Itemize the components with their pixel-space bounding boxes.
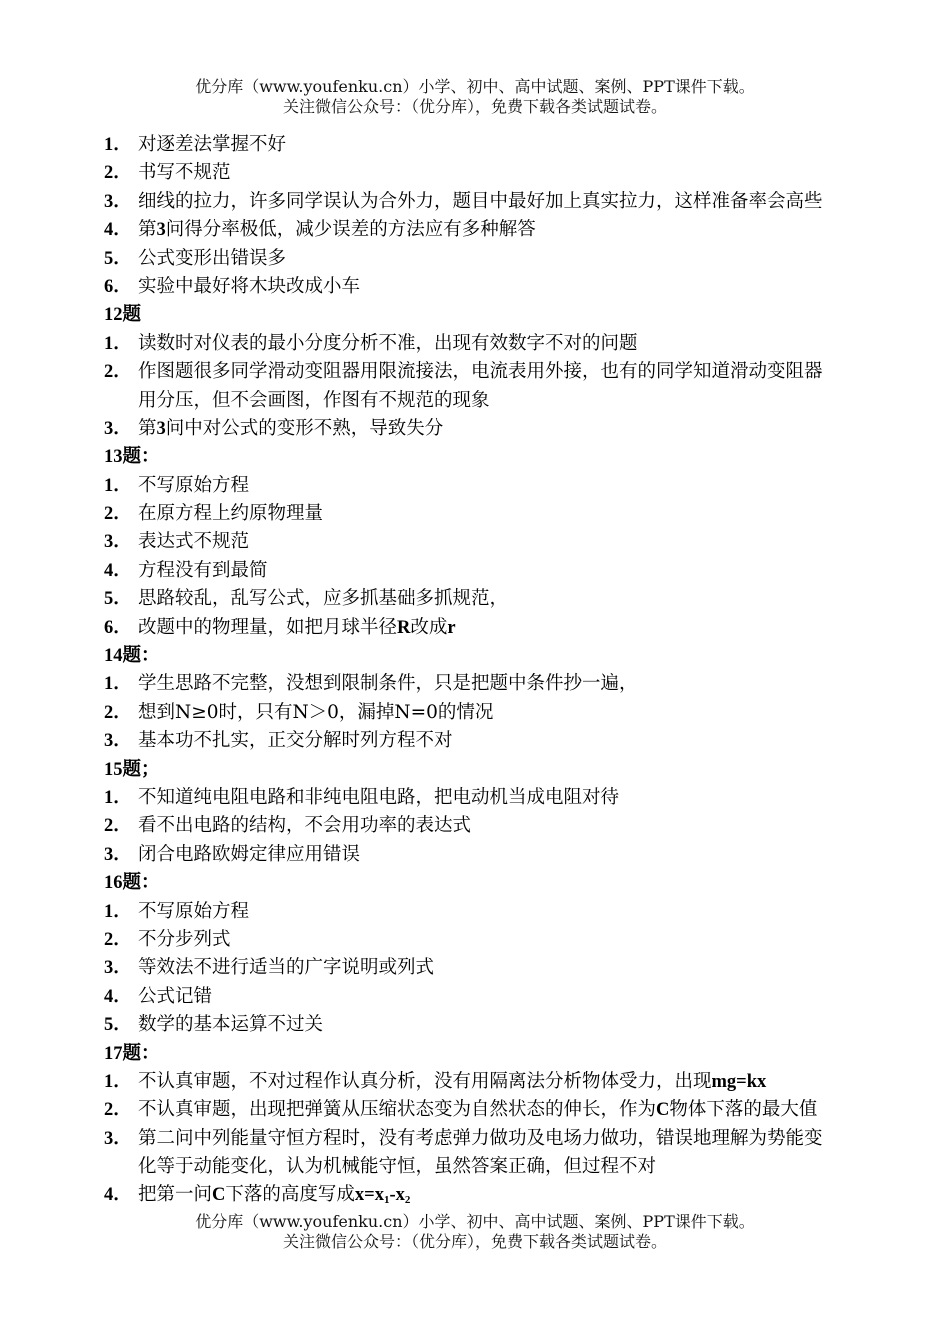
section-heading-15: 15题； [104, 759, 160, 780]
section-heading-16: 16题： [104, 873, 160, 894]
list-item: 3． 表达式不规范 [104, 531, 250, 553]
list-item: 3． 闭合电路欧姆定律应用错误 [104, 843, 361, 865]
list-item: 1． 不认真审题，不对过程作认真分析，没有用隔离法分析物体受力，出现mg=kx [104, 1070, 767, 1092]
list-item: 1． 不写原始方程 [104, 474, 250, 496]
list-item: 3． 第3问中对公式的变形不熟，导致失分 [104, 417, 444, 439]
list-item: 2． 看不出电路的结构，不会用功率的表达式 [104, 815, 472, 837]
header-line-2: 关注微信公众号：（优分库），免费下载各类试题试卷。 [282, 97, 667, 116]
list-item: 2． 在原方程上约原物理量 [104, 503, 324, 525]
list-item: 5． 公式变形出错误多 [104, 247, 287, 269]
list-item: 2． 作图题很多同学滑动变阻器用限流接法，电流表用外接，也有的同学知道滑动变阻器 [104, 361, 823, 383]
list-item: 4． 第3问得分率极低，减少误差的方法应有多种解答 [104, 219, 536, 241]
formula: $x=x_1-x_2$ [354, 1185, 411, 1207]
list-item: 5． 数学的基本运算不过关 [104, 1014, 324, 1036]
list-item: 3． 基本功不扎实，正交分解时列方程不对 [104, 730, 453, 752]
section-heading-13: 13题： [104, 447, 160, 468]
footer-line-1: 优分库（www.youfenku.cn）小学、初中、高中试题、案例、PPT课件下载。 [195, 1212, 755, 1231]
list-item: 6． 实验中最好将木块改成小车 [104, 275, 361, 297]
header-line-1: 优分库（www.youfenku.cn）小学、初中、高中试题、案例、PPT课件下载。 [195, 77, 755, 96]
list-item: 1． 对逐差法掌握不好 [104, 134, 287, 155]
section-heading-17: 17题： [104, 1043, 160, 1064]
list-item-continuation: 化等于动能变化，认为机械能守恒，虽然答案正确，但过程不对 [138, 1156, 657, 1178]
list-item-continuation: 用分压，但不会画图，作图有不规范的现象 [138, 389, 490, 411]
list-item: 1． 学生思路不完整，没想到限制条件，只是把题中条件抄一遍， [104, 673, 638, 695]
list-item: 4． 公式记错 [104, 985, 213, 1007]
list-item: 2． 不分步列式 [104, 928, 231, 950]
page-header [0, 77, 950, 117]
document-body [104, 131, 864, 1210]
list-item: 3． 等效法不进行适当的广字说明或列式 [104, 957, 435, 979]
footer-line-2: 关注微信公众号：（优分库），免费下载各类试题试卷。 [282, 1232, 667, 1251]
list-item: 2． 不认真审题，出现把弹簧从压缩状态变为自然状态的伸长，作为C物体下落的最大值 [104, 1099, 818, 1121]
list-item: 5． 思路较乱，乱写公式，应多抓基础多抓规范， [104, 588, 509, 610]
list-item: 1． 不写原始方程 [104, 900, 250, 922]
list-item: 4． 把第一问C下落的高度写成$x=x_1-x_2$ [104, 1184, 411, 1207]
list-item: 4． 方程没有到最简 [104, 559, 268, 581]
section-heading-12: 12题 [104, 305, 142, 326]
list-item: 3． 细线的拉力，许多同学误认为合外力，题目中最好加上真实拉力，这样准备率会高些 [104, 190, 823, 212]
list-item: 6． 改题中的物理量，如把月球半径R改成r [104, 616, 456, 638]
list-item: 3． 第二问中列能量守恒方程时，没有考虑弹力做功及电场力做功，错误地理解为势能变 [104, 1127, 823, 1149]
section-heading-14: 14题： [104, 646, 160, 667]
list-item: 1． 不知道纯电阻电路和非纯电阻电路，把电动机当成电阻对待 [104, 786, 620, 808]
list-item: 2． 书写不规范 [104, 162, 231, 184]
list-item: 1． 读数时对仪表的最小分度分析不准，出现有效数字不对的问题 [104, 332, 638, 354]
list-item: 2． 想到N≥0时，只有N＞0，漏掉N=0的情况 [104, 701, 494, 723]
page-footer [0, 1212, 950, 1252]
